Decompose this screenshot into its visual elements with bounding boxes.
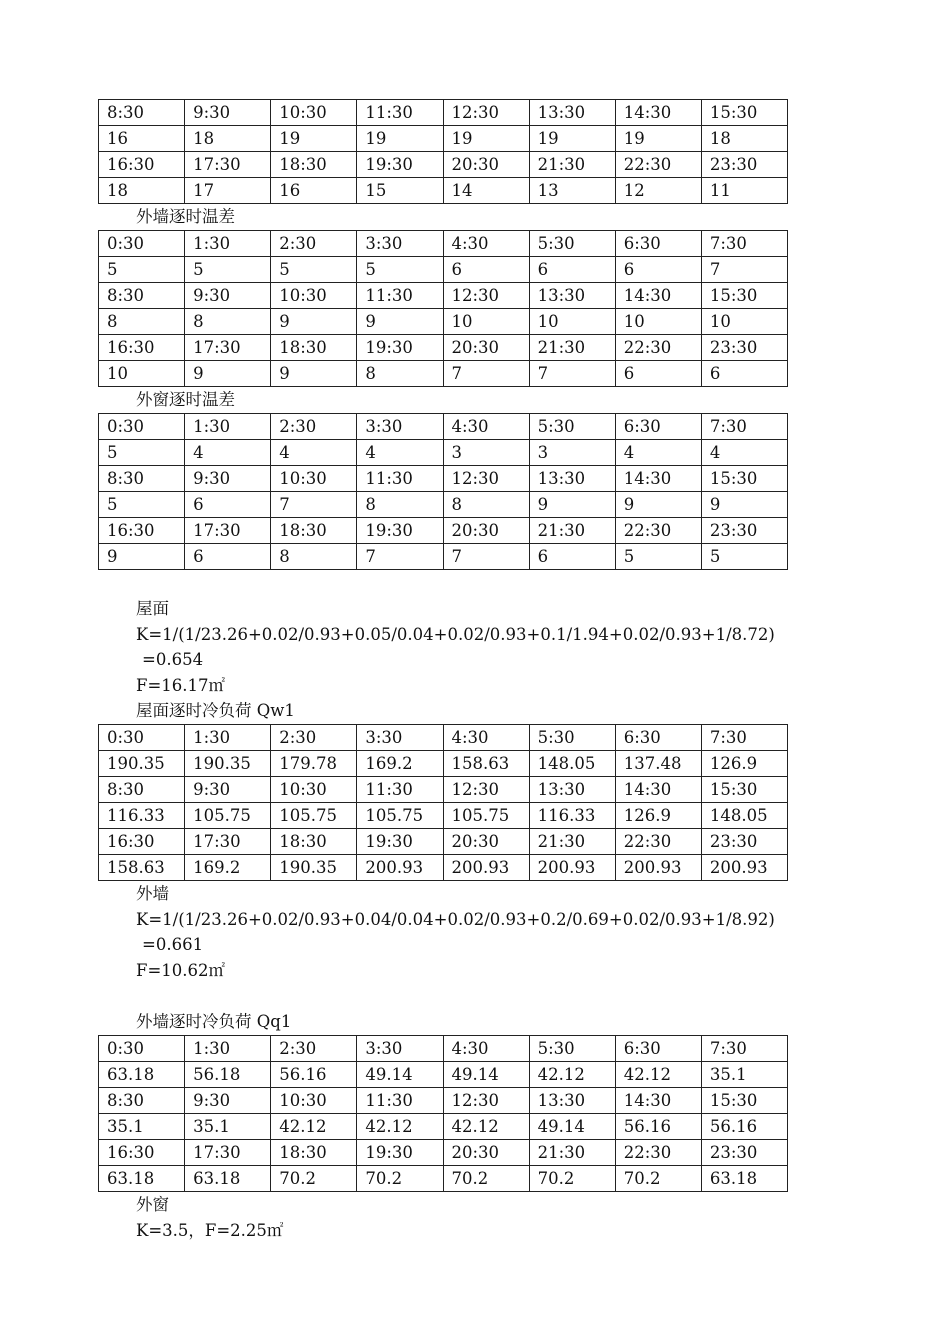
- table-cell: 7: [443, 361, 529, 387]
- table-cell: 9:30: [185, 777, 271, 803]
- table-cell: 17:30: [185, 829, 271, 855]
- table-cell: 3:30: [357, 725, 443, 751]
- table-cell: 6: [615, 361, 701, 387]
- table-cell: 14:30: [615, 283, 701, 309]
- table-cell: 63.18: [185, 1166, 271, 1192]
- table-cell: 5:30: [529, 414, 615, 440]
- table-cell: 7:30: [701, 414, 787, 440]
- table-cell: 105.75: [185, 803, 271, 829]
- table-cell: 10: [99, 361, 185, 387]
- table-row: [99, 777, 788, 803]
- table-cell: 6: [185, 492, 271, 518]
- table-cell: 14:30: [615, 466, 701, 492]
- table-cell: 5:30: [529, 231, 615, 257]
- table-cell: 126.9: [701, 751, 787, 777]
- table-cell: 7:30: [701, 1036, 787, 1062]
- table-row: [99, 1036, 788, 1062]
- table-cell: 10:30: [271, 100, 357, 126]
- table-cell: 16: [271, 178, 357, 204]
- table-cell: 19:30: [357, 829, 443, 855]
- table-cell: 3: [443, 440, 529, 466]
- table-cell: 5:30: [529, 1036, 615, 1062]
- table-cell: 14:30: [615, 100, 701, 126]
- table-cell: 1:30: [185, 725, 271, 751]
- table-row: [99, 283, 788, 309]
- table-cell: 21:30: [529, 829, 615, 855]
- table-cell: 2:30: [271, 414, 357, 440]
- table-cell: 158.63: [443, 751, 529, 777]
- table-row: [99, 803, 788, 829]
- table-row: [99, 1166, 788, 1192]
- table-cell: 23:30: [701, 1140, 787, 1166]
- table-cell: 17:30: [185, 152, 271, 178]
- table-cell: 11:30: [357, 777, 443, 803]
- table-cell: 105.75: [443, 803, 529, 829]
- table-cell: 20:30: [443, 152, 529, 178]
- table-cell: 17:30: [185, 1140, 271, 1166]
- table-cell: 200.93: [615, 855, 701, 881]
- table-cell: 2:30: [271, 1036, 357, 1062]
- table-cell: 21:30: [529, 518, 615, 544]
- table-cell: 200.93: [529, 855, 615, 881]
- table-cell: 15:30: [701, 100, 787, 126]
- table-cell: 137.48: [615, 751, 701, 777]
- table-cell: 116.33: [529, 803, 615, 829]
- table-cell: 16:30: [99, 829, 185, 855]
- table-cell: 35.1: [185, 1114, 271, 1140]
- table-cell: 8: [185, 309, 271, 335]
- table-cell: 12:30: [443, 1088, 529, 1114]
- table-cell: 6:30: [615, 725, 701, 751]
- table-cell: 49.14: [357, 1062, 443, 1088]
- table-cell: 4: [701, 440, 787, 466]
- table-cell: 5: [99, 492, 185, 518]
- table-wall-load: [98, 1035, 788, 1192]
- table-cell: 10:30: [271, 1088, 357, 1114]
- table-cell: 9: [185, 361, 271, 387]
- table-cell: 42.12: [357, 1114, 443, 1140]
- table-cell: 10: [443, 309, 529, 335]
- table-cell: 42.12: [443, 1114, 529, 1140]
- table-cell: 7:30: [701, 725, 787, 751]
- caption-wall-temp: 外墙逐时温差: [136, 207, 235, 226]
- table-cell: 8: [443, 492, 529, 518]
- table-cell: 1:30: [185, 414, 271, 440]
- spacer: [98, 983, 858, 1009]
- table-cell: 22:30: [615, 829, 701, 855]
- table-cell: 11:30: [357, 1088, 443, 1114]
- table-cell: 23:30: [701, 335, 787, 361]
- table-cell: 11:30: [357, 283, 443, 309]
- table-cell: 10:30: [271, 466, 357, 492]
- table-cell: 15:30: [701, 466, 787, 492]
- table-cell: 158.63: [99, 855, 185, 881]
- table-cell: 10: [615, 309, 701, 335]
- table-row: [99, 855, 788, 881]
- table-cell: 22:30: [615, 152, 701, 178]
- table-cell: 9: [357, 309, 443, 335]
- table-cell: 0:30: [99, 725, 185, 751]
- table-row: [99, 126, 788, 152]
- table-cell: 18:30: [271, 518, 357, 544]
- table-cell: 8:30: [99, 1088, 185, 1114]
- table-cell: 22:30: [615, 1140, 701, 1166]
- table-cell: 17:30: [185, 335, 271, 361]
- table-cell: 12: [615, 178, 701, 204]
- table-cell: 70.2: [529, 1166, 615, 1192]
- table-cell: 18:30: [271, 335, 357, 361]
- table-cell: 4: [185, 440, 271, 466]
- table-row: [99, 100, 788, 126]
- table-cell: 8: [357, 361, 443, 387]
- table-cell: 190.35: [271, 855, 357, 881]
- caption-roof-load: 屋面逐时冷负荷 Qw1: [136, 701, 295, 720]
- table-row: [99, 1088, 788, 1114]
- wall-area: F=10.62㎡: [136, 960, 226, 980]
- table-cell: 4: [357, 440, 443, 466]
- table-cell: 6: [185, 544, 271, 570]
- table-cell: 42.12: [615, 1062, 701, 1088]
- table-cell: 2:30: [271, 725, 357, 751]
- table-cell: 6: [443, 257, 529, 283]
- caption-wall-load: 外墙逐时冷负荷 Qq1: [136, 1012, 292, 1031]
- table-cell: 13:30: [529, 1088, 615, 1114]
- table-cell: 15:30: [701, 777, 787, 803]
- table-cell: 35.1: [99, 1114, 185, 1140]
- table-row: [99, 829, 788, 855]
- table-cell: 11: [701, 178, 787, 204]
- table-cell: 7: [271, 492, 357, 518]
- table-cell: 21:30: [529, 152, 615, 178]
- table-cell: 20:30: [443, 518, 529, 544]
- roof-area: F=16.17㎡: [136, 675, 226, 695]
- table-cell: 9: [701, 492, 787, 518]
- table-cell: 5: [701, 544, 787, 570]
- table-row: [99, 361, 788, 387]
- table-cell: 8:30: [99, 100, 185, 126]
- table-cell: 11:30: [357, 100, 443, 126]
- table-cell: 19:30: [357, 335, 443, 361]
- table-row: [99, 518, 788, 544]
- table-road-temp: [98, 99, 788, 204]
- table-cell: 10: [701, 309, 787, 335]
- table-cell: 6: [529, 257, 615, 283]
- table-cell: 8: [99, 309, 185, 335]
- table-cell: 56.16: [271, 1062, 357, 1088]
- table-row: [99, 751, 788, 777]
- table-row: [99, 1140, 788, 1166]
- table-cell: 63.18: [99, 1062, 185, 1088]
- table-cell: 5: [615, 544, 701, 570]
- table-cell: 148.05: [529, 751, 615, 777]
- table-cell: 13:30: [529, 777, 615, 803]
- table-cell: 9: [271, 361, 357, 387]
- table-cell: 23:30: [701, 518, 787, 544]
- roof-k-formula: K=1/(1/23.26+0.02/0.93+0.05/0.04+0.02/0.93+0.1/1.94+0.02/0.93+1/8.72): [136, 624, 775, 644]
- table-cell: 9:30: [185, 100, 271, 126]
- table-cell: 14:30: [615, 777, 701, 803]
- table-cell: 20:30: [443, 1140, 529, 1166]
- table-cell: 0:30: [99, 1036, 185, 1062]
- table-cell: 10: [529, 309, 615, 335]
- table-cell: 9: [271, 309, 357, 335]
- table-row: [99, 178, 788, 204]
- table-cell: 200.93: [443, 855, 529, 881]
- table-cell: 6:30: [615, 414, 701, 440]
- table-roof-load: [98, 724, 788, 881]
- table-wall-temp: [98, 230, 788, 387]
- table-cell: 9: [615, 492, 701, 518]
- table-row: [99, 466, 788, 492]
- table-cell: 8: [271, 544, 357, 570]
- table-cell: 2:30: [271, 231, 357, 257]
- table-cell: 16: [99, 126, 185, 152]
- table-cell: 7:30: [701, 231, 787, 257]
- table-cell: 19: [443, 126, 529, 152]
- table-cell: 63.18: [99, 1166, 185, 1192]
- table-cell: 8: [357, 492, 443, 518]
- table-cell: 6:30: [615, 231, 701, 257]
- table-cell: 14:30: [615, 1088, 701, 1114]
- table-cell: 18:30: [271, 829, 357, 855]
- table-cell: 16:30: [99, 335, 185, 361]
- table-cell: 8:30: [99, 466, 185, 492]
- table-cell: 4: [615, 440, 701, 466]
- table-row: [99, 231, 788, 257]
- caption-window-temp: 外窗逐时温差: [136, 390, 235, 409]
- table-cell: 8:30: [99, 283, 185, 309]
- table-cell: 42.12: [529, 1062, 615, 1088]
- table-cell: 126.9: [615, 803, 701, 829]
- table-cell: 35.1: [701, 1062, 787, 1088]
- table-row: [99, 257, 788, 283]
- table-cell: 5: [357, 257, 443, 283]
- table-cell: 16:30: [99, 152, 185, 178]
- table-row: [99, 440, 788, 466]
- table-row: [99, 544, 788, 570]
- table-cell: 22:30: [615, 518, 701, 544]
- table-cell: 9: [99, 544, 185, 570]
- table-cell: 200.93: [357, 855, 443, 881]
- wall-k-result: =0.661: [142, 935, 204, 954]
- table-cell: 190.35: [99, 751, 185, 777]
- table-row: [99, 1062, 788, 1088]
- table-cell: 19: [357, 126, 443, 152]
- table-cell: 7: [357, 544, 443, 570]
- table-cell: 16:30: [99, 518, 185, 544]
- table-cell: 70.2: [443, 1166, 529, 1192]
- table-cell: 13: [529, 178, 615, 204]
- table-cell: 18: [99, 178, 185, 204]
- table-cell: 3:30: [357, 1036, 443, 1062]
- table-cell: 5:30: [529, 725, 615, 751]
- table-cell: 6: [615, 257, 701, 283]
- table-cell: 56.16: [701, 1114, 787, 1140]
- table-cell: 17:30: [185, 518, 271, 544]
- table-cell: 21:30: [529, 1140, 615, 1166]
- wall-k-formula: K=1/(1/23.26+0.02/0.93+0.04/0.04+0.02/0.93+0.2/0.69+0.02/0.93+1/8.92): [136, 909, 775, 929]
- table-cell: 10:30: [271, 777, 357, 803]
- table-cell: 18:30: [271, 152, 357, 178]
- table-cell: 21:30: [529, 335, 615, 361]
- table-cell: 5: [185, 257, 271, 283]
- table-cell: 0:30: [99, 231, 185, 257]
- table-row: [99, 1114, 788, 1140]
- table-cell: 49.14: [529, 1114, 615, 1140]
- table-cell: 3:30: [357, 231, 443, 257]
- table-cell: 4:30: [443, 1036, 529, 1062]
- table-cell: 105.75: [271, 803, 357, 829]
- table-row: [99, 152, 788, 178]
- table-row: [99, 309, 788, 335]
- table-cell: 3:30: [357, 414, 443, 440]
- table-cell: 5: [99, 257, 185, 283]
- table-row: [99, 335, 788, 361]
- window-params: K=3.5，F=2.25㎡: [136, 1220, 284, 1240]
- table-cell: 70.2: [271, 1166, 357, 1192]
- table-cell: 18: [701, 126, 787, 152]
- table-cell: 9:30: [185, 1088, 271, 1114]
- table-cell: 22:30: [615, 335, 701, 361]
- wall-title: 外墙: [136, 884, 169, 903]
- table-cell: 11:30: [357, 466, 443, 492]
- table-cell: 56.16: [615, 1114, 701, 1140]
- roof-k-result: =0.654: [142, 650, 204, 669]
- table-cell: 13:30: [529, 283, 615, 309]
- table-cell: 169.2: [185, 855, 271, 881]
- window-title: 外窗: [136, 1195, 169, 1214]
- table-cell: 9: [529, 492, 615, 518]
- table-cell: 3: [529, 440, 615, 466]
- table-cell: 6:30: [615, 1036, 701, 1062]
- table-cell: 9:30: [185, 466, 271, 492]
- table-cell: 169.2: [357, 751, 443, 777]
- table-cell: 105.75: [357, 803, 443, 829]
- table-cell: 12:30: [443, 100, 529, 126]
- table-cell: 116.33: [99, 803, 185, 829]
- table-cell: 70.2: [357, 1166, 443, 1192]
- table-cell: 6: [701, 361, 787, 387]
- table-cell: 18:30: [271, 1140, 357, 1166]
- table-cell: 200.93: [701, 855, 787, 881]
- table-cell: 15: [357, 178, 443, 204]
- table-cell: 179.78: [271, 751, 357, 777]
- table-cell: 63.18: [701, 1166, 787, 1192]
- table-cell: 42.12: [271, 1114, 357, 1140]
- table-cell: 1:30: [185, 1036, 271, 1062]
- table-cell: 7: [529, 361, 615, 387]
- table-cell: 0:30: [99, 414, 185, 440]
- table-cell: 7: [443, 544, 529, 570]
- table-cell: 23:30: [701, 829, 787, 855]
- table-cell: 17: [185, 178, 271, 204]
- table-cell: 14: [443, 178, 529, 204]
- table-cell: 13:30: [529, 100, 615, 126]
- table-cell: 9:30: [185, 283, 271, 309]
- table-cell: 4:30: [443, 414, 529, 440]
- table-row: [99, 725, 788, 751]
- table-row: [99, 492, 788, 518]
- table-cell: 23:30: [701, 152, 787, 178]
- table-cell: 1:30: [185, 231, 271, 257]
- table-cell: 49.14: [443, 1062, 529, 1088]
- table-row: [99, 414, 788, 440]
- table-cell: 19:30: [357, 518, 443, 544]
- table-cell: 20:30: [443, 335, 529, 361]
- table-cell: 12:30: [443, 777, 529, 803]
- table-cell: 12:30: [443, 283, 529, 309]
- table-cell: 15:30: [701, 283, 787, 309]
- table-cell: 5: [99, 440, 185, 466]
- table-cell: 19:30: [357, 152, 443, 178]
- table-cell: 8:30: [99, 777, 185, 803]
- table-cell: 148.05: [701, 803, 787, 829]
- table-cell: 4:30: [443, 725, 529, 751]
- table-cell: 4:30: [443, 231, 529, 257]
- table-cell: 18: [185, 126, 271, 152]
- table-cell: 19: [271, 126, 357, 152]
- table-cell: 20:30: [443, 829, 529, 855]
- table-cell: 56.18: [185, 1062, 271, 1088]
- table-cell: 7: [701, 257, 787, 283]
- table-cell: 12:30: [443, 466, 529, 492]
- table-cell: 10:30: [271, 283, 357, 309]
- spacer: [98, 570, 858, 596]
- roof-title: 屋面: [136, 599, 169, 618]
- table-cell: 19: [529, 126, 615, 152]
- table-cell: 16:30: [99, 1140, 185, 1166]
- table-cell: 70.2: [615, 1166, 701, 1192]
- table-cell: 19: [615, 126, 701, 152]
- table-cell: 19:30: [357, 1140, 443, 1166]
- table-cell: 5: [271, 257, 357, 283]
- table-cell: 13:30: [529, 466, 615, 492]
- table-cell: 190.35: [185, 751, 271, 777]
- table-window-temp: [98, 413, 788, 570]
- table-cell: 6: [529, 544, 615, 570]
- table-cell: 4: [271, 440, 357, 466]
- table-cell: 15:30: [701, 1088, 787, 1114]
- document-page: [98, 99, 858, 1243]
